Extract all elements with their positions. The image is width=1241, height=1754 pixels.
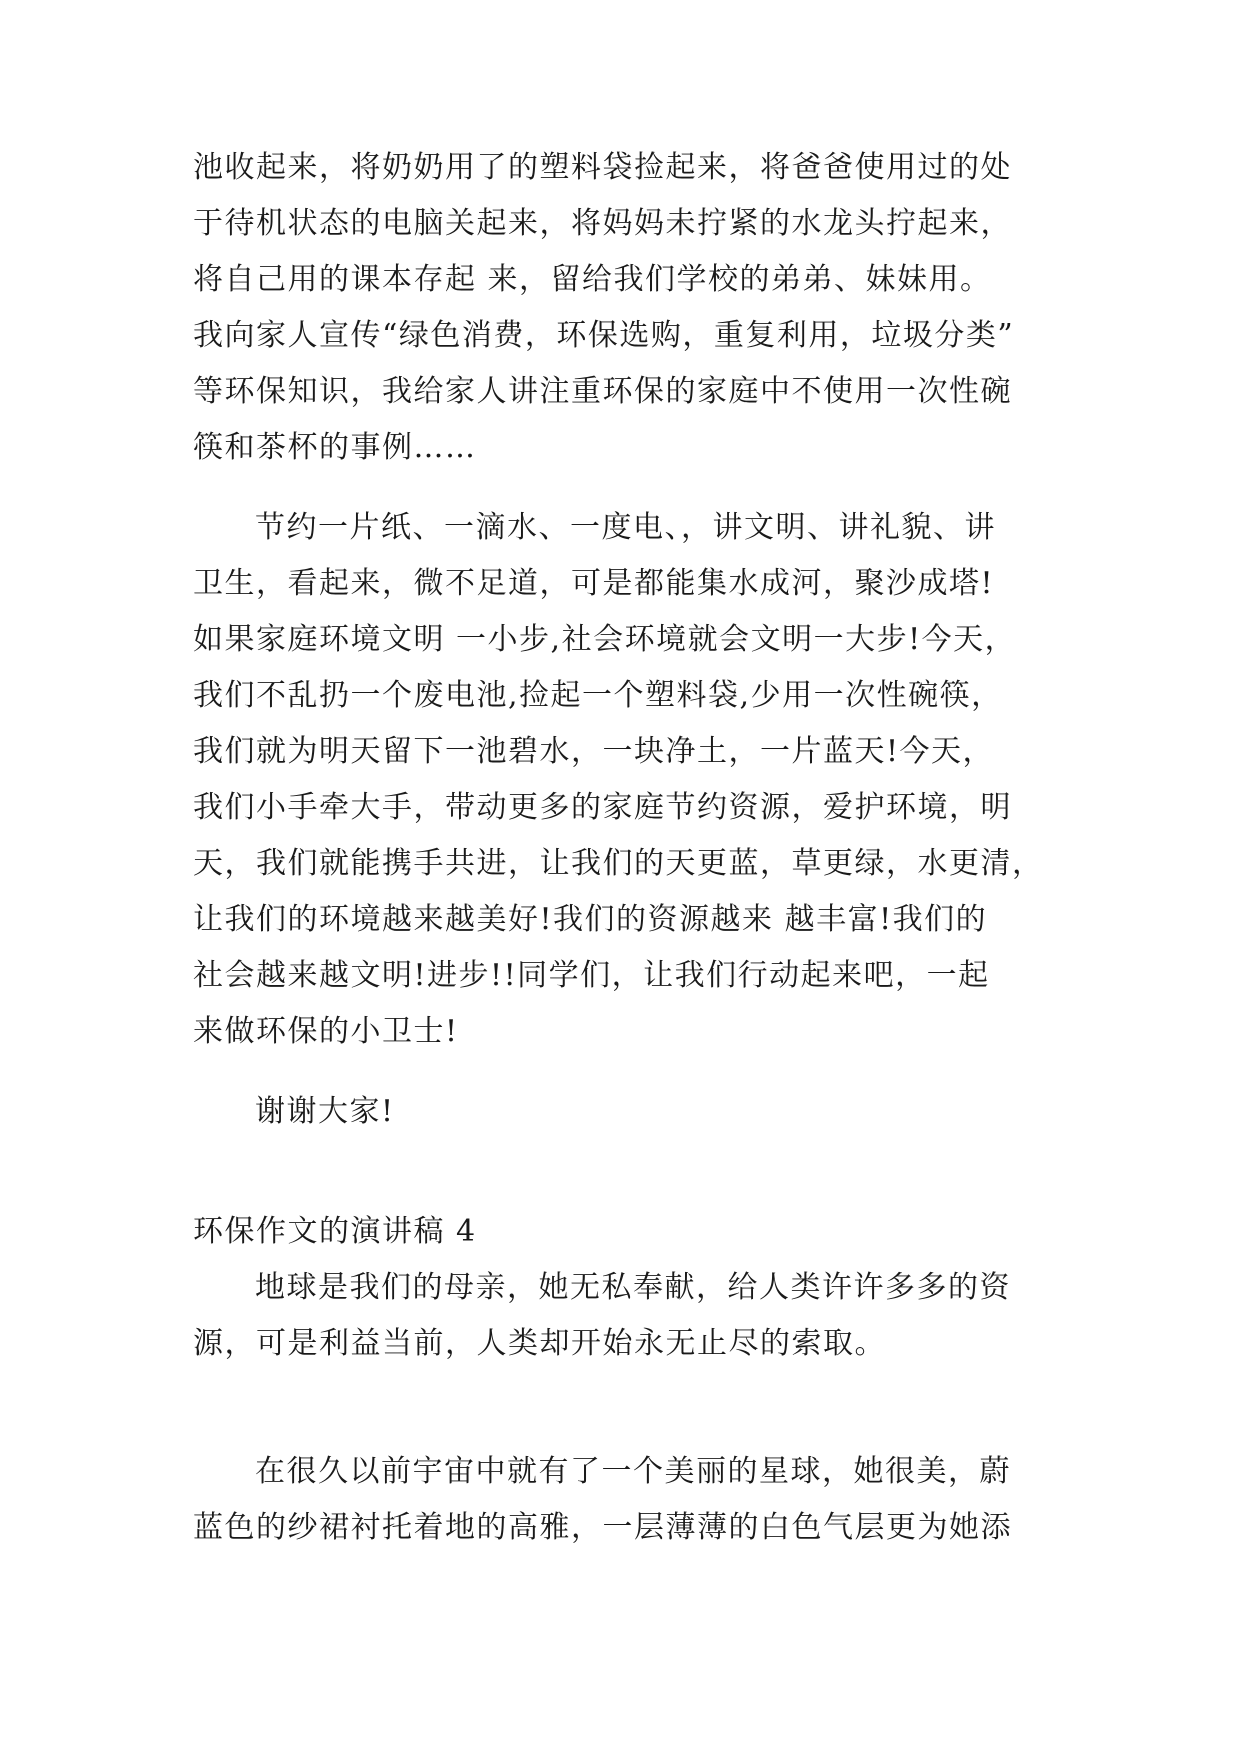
text-line: 我们就为明天留下一池碧水，一块净土，一片蓝天!今天，	[193, 734, 995, 769]
closing-line: 谢谢大家!	[255, 1094, 395, 1129]
text-line: 我向家人宣传“绿色消费，环保选购，重复利用，垃圾分类”	[193, 318, 1015, 353]
text-line: 蓝色的纱裙衬托着地的高雅，一层薄薄的白色气层更为她添	[193, 1510, 1012, 1545]
text-line: 让我们的环境越来越美好!我们的资源越来 越丰富!我们的	[193, 902, 988, 937]
text-line: 源，可是利益当前，人类却开始永无止尽的索取。	[193, 1326, 886, 1361]
section-heading: 环保作文的演讲稿 4	[193, 1214, 477, 1249]
text-line: 如果家庭环境文明 一小步,社会环境就会文明一大步!今天，	[193, 622, 1017, 657]
text-line: 等环保知识，我给家人讲注重环保的家庭中不使用一次性碗	[193, 374, 1012, 409]
text-line: 池收起来，将奶奶用了的塑料袋捡起来，将爸爸使用过的处	[193, 150, 1012, 185]
text-line: 我们小手牵大手，带动更多的家庭节约资源，爱护环境，明	[193, 790, 1012, 825]
text-line: 社会越来越文明!进步!!同学们，让我们行动起来吧，一起	[193, 958, 990, 993]
paragraph-start-line: 地球是我们的母亲，她无私奉献，给人类许许多多的资	[255, 1270, 1011, 1305]
text-line: 卫生，看起来，微不足道，可是都能集水成河，聚沙成塔!	[193, 566, 995, 601]
text-line: 将自己用的课本存起 来，留给我们学校的弟弟、妹妹用。	[193, 262, 992, 297]
text-line: 天，我们就能携手共进，让我们的天更蓝，草更绿，水更清，	[193, 846, 1044, 881]
paragraph-start-line: 在很久以前宇宙中就有了一个美丽的星球，她很美，蔚	[255, 1454, 1011, 1489]
text-line: 筷和茶杯的事例……	[193, 430, 477, 465]
text-line: 来做环保的小卫士!	[193, 1014, 459, 1049]
paragraph-start-line: 节约一片纸、一滴水、一度电、，讲文明、讲礼貌、讲	[255, 510, 996, 545]
text-line: 于待机状态的电脑关起来，将妈妈未拧紧的水龙头拧起来，	[193, 206, 1012, 241]
text-line: 我们不乱扔一个废电池,捡起一个塑料袋,少用一次性碗筷，	[193, 678, 1003, 713]
